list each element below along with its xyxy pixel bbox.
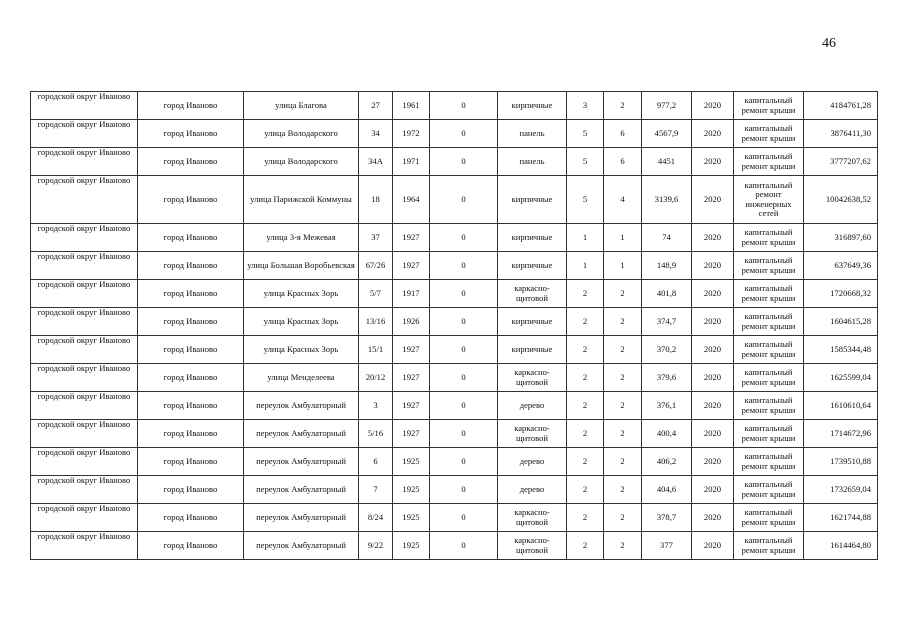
zero-value-cell: 0 (430, 252, 498, 280)
entrances-cell: 1 (604, 224, 642, 252)
zero-value-cell: 0 (430, 336, 498, 364)
zero-value-cell: 0 (430, 148, 498, 176)
plan-year-cell: 2020 (692, 148, 734, 176)
plan-year-cell: 2020 (692, 224, 734, 252)
area-cell: 74 (642, 224, 692, 252)
cost-cell: 1621744,88 (804, 504, 878, 532)
work-type-cell: капитальный ремонт крыши (734, 364, 804, 392)
floors-cell: 5 (567, 120, 604, 148)
entrances-cell: 2 (604, 448, 642, 476)
work-type-cell: капитальный ремонт крыши (734, 420, 804, 448)
city-cell: город Иваново (138, 280, 244, 308)
construction-year-cell: 1972 (393, 120, 430, 148)
street-cell: переулок Амбулаторный (244, 420, 359, 448)
district-cell: городской округ Иваново (31, 308, 138, 336)
cost-cell: 1610610,64 (804, 392, 878, 420)
plan-year-cell: 2020 (692, 176, 734, 224)
entrances-cell: 2 (604, 476, 642, 504)
cost-cell: 3876411,30 (804, 120, 878, 148)
zero-value-cell: 0 (430, 92, 498, 120)
work-type-cell: капитальный ремонт крыши (734, 92, 804, 120)
floors-cell: 2 (567, 280, 604, 308)
entrances-cell: 2 (604, 308, 642, 336)
construction-year-cell: 1927 (393, 392, 430, 420)
work-type-cell: капитальный ремонт инженерных сетей (734, 176, 804, 224)
work-type-cell: капитальный ремонт крыши (734, 336, 804, 364)
cost-cell: 3777207,62 (804, 148, 878, 176)
area-cell: 370,2 (642, 336, 692, 364)
plan-year-cell: 2020 (692, 448, 734, 476)
entrances-cell: 2 (604, 392, 642, 420)
street-cell: переулок Амбулаторный (244, 504, 359, 532)
zero-value-cell: 0 (430, 448, 498, 476)
cost-cell: 316897,60 (804, 224, 878, 252)
house-number-cell: 37 (359, 224, 393, 252)
house-number-cell: 15/1 (359, 336, 393, 364)
work-type-cell: капитальный ремонт крыши (734, 392, 804, 420)
floors-cell: 5 (567, 176, 604, 224)
city-cell: город Иваново (138, 364, 244, 392)
wall-material-cell: кирпичные (498, 336, 567, 364)
house-number-cell: 7 (359, 476, 393, 504)
plan-year-cell: 2020 (692, 476, 734, 504)
construction-year-cell: 1925 (393, 532, 430, 560)
zero-value-cell: 0 (430, 392, 498, 420)
wall-material-cell: панель (498, 120, 567, 148)
wall-material-cell: кирпичные (498, 176, 567, 224)
cost-cell: 1585344,48 (804, 336, 878, 364)
district-cell: городской округ Иваново (31, 120, 138, 148)
wall-material-cell: дерево (498, 476, 567, 504)
area-cell: 406,2 (642, 448, 692, 476)
work-type-cell: капитальный ремонт крыши (734, 532, 804, 560)
street-cell: переулок Амбулаторный (244, 448, 359, 476)
zero-value-cell: 0 (430, 364, 498, 392)
work-type-cell: капитальный ремонт крыши (734, 224, 804, 252)
wall-material-cell: кирпичные (498, 252, 567, 280)
district-cell: городской округ Иваново (31, 392, 138, 420)
city-cell: город Иваново (138, 252, 244, 280)
district-cell: городской округ Иваново (31, 532, 138, 560)
page-number: 46 (822, 36, 836, 51)
entrances-cell: 6 (604, 120, 642, 148)
repair-register-table (30, 91, 878, 560)
entrances-cell: 2 (604, 532, 642, 560)
floors-cell: 2 (567, 336, 604, 364)
wall-material-cell: каркасно-щитовой (498, 532, 567, 560)
city-cell: город Иваново (138, 336, 244, 364)
construction-year-cell: 1927 (393, 336, 430, 364)
city-cell: город Иваново (138, 392, 244, 420)
wall-material-cell: каркасно-щитовой (498, 364, 567, 392)
area-cell: 977,2 (642, 92, 692, 120)
zero-value-cell: 0 (430, 308, 498, 336)
area-cell: 374,7 (642, 308, 692, 336)
cost-cell: 1625599,04 (804, 364, 878, 392)
district-cell: городской округ Иваново (31, 280, 138, 308)
street-cell: улица Красных Зорь (244, 308, 359, 336)
construction-year-cell: 1925 (393, 448, 430, 476)
table-row (31, 504, 878, 532)
wall-material-cell: дерево (498, 448, 567, 476)
house-number-cell: 3 (359, 392, 393, 420)
area-cell: 148,9 (642, 252, 692, 280)
street-cell: улица Красных Зорь (244, 280, 359, 308)
construction-year-cell: 1925 (393, 476, 430, 504)
house-number-cell: 6 (359, 448, 393, 476)
street-cell: улица 3-я Межевая (244, 224, 359, 252)
zero-value-cell: 0 (430, 176, 498, 224)
district-cell: городской округ Иваново (31, 448, 138, 476)
table-row (31, 280, 878, 308)
table-row (31, 532, 878, 560)
table-row (31, 420, 878, 448)
construction-year-cell: 1927 (393, 252, 430, 280)
table-row (31, 92, 878, 120)
cost-cell: 1739510,88 (804, 448, 878, 476)
construction-year-cell: 1927 (393, 224, 430, 252)
floors-cell: 2 (567, 448, 604, 476)
work-type-cell: капитальный ремонт крыши (734, 448, 804, 476)
floors-cell: 2 (567, 532, 604, 560)
floors-cell: 2 (567, 364, 604, 392)
plan-year-cell: 2020 (692, 280, 734, 308)
entrances-cell: 2 (604, 364, 642, 392)
table-row (31, 364, 878, 392)
street-cell: улица Володарского (244, 148, 359, 176)
work-type-cell: капитальный ремонт крыши (734, 280, 804, 308)
table-row (31, 448, 878, 476)
city-cell: город Иваново (138, 504, 244, 532)
plan-year-cell: 2020 (692, 252, 734, 280)
work-type-cell: капитальный ремонт крыши (734, 476, 804, 504)
house-number-cell: 34А (359, 148, 393, 176)
table-row (31, 252, 878, 280)
district-cell: городской округ Иваново (31, 364, 138, 392)
area-cell: 378,7 (642, 504, 692, 532)
district-cell: городской округ Иваново (31, 504, 138, 532)
construction-year-cell: 1927 (393, 420, 430, 448)
table-row (31, 392, 878, 420)
plan-year-cell: 2020 (692, 532, 734, 560)
table-row (31, 148, 878, 176)
floors-cell: 2 (567, 308, 604, 336)
district-cell: городской округ Иваново (31, 336, 138, 364)
district-cell: городской округ Иваново (31, 420, 138, 448)
wall-material-cell: дерево (498, 392, 567, 420)
construction-year-cell: 1927 (393, 364, 430, 392)
street-cell: переулок Амбулаторный (244, 392, 359, 420)
city-cell: город Иваново (138, 176, 244, 224)
house-number-cell: 9/22 (359, 532, 393, 560)
entrances-cell: 2 (604, 504, 642, 532)
cost-cell: 1604615,28 (804, 308, 878, 336)
district-cell: городской округ Иваново (31, 148, 138, 176)
district-cell: городской округ Иваново (31, 92, 138, 120)
house-number-cell: 5/16 (359, 420, 393, 448)
city-cell: город Иваново (138, 476, 244, 504)
city-cell: город Иваново (138, 448, 244, 476)
zero-value-cell: 0 (430, 120, 498, 148)
street-cell: улица Менделеева (244, 364, 359, 392)
house-number-cell: 13/16 (359, 308, 393, 336)
zero-value-cell: 0 (430, 420, 498, 448)
wall-material-cell: кирпичные (498, 224, 567, 252)
house-number-cell: 67/26 (359, 252, 393, 280)
plan-year-cell: 2020 (692, 504, 734, 532)
city-cell: город Иваново (138, 420, 244, 448)
zero-value-cell: 0 (430, 224, 498, 252)
house-number-cell: 20/12 (359, 364, 393, 392)
house-number-cell: 27 (359, 92, 393, 120)
table-row (31, 120, 878, 148)
area-cell: 3139,6 (642, 176, 692, 224)
floors-cell: 2 (567, 420, 604, 448)
district-cell: городской округ Иваново (31, 176, 138, 224)
area-cell: 401,8 (642, 280, 692, 308)
construction-year-cell: 1917 (393, 280, 430, 308)
area-cell: 4451 (642, 148, 692, 176)
construction-year-cell: 1961 (393, 92, 430, 120)
street-cell: улица Володарского (244, 120, 359, 148)
city-cell: город Иваново (138, 532, 244, 560)
entrances-cell: 4 (604, 176, 642, 224)
area-cell: 376,1 (642, 392, 692, 420)
plan-year-cell: 2020 (692, 392, 734, 420)
wall-material-cell: каркасно-щитовой (498, 504, 567, 532)
construction-year-cell: 1926 (393, 308, 430, 336)
plan-year-cell: 2020 (692, 92, 734, 120)
cost-cell: 1732659,04 (804, 476, 878, 504)
area-cell: 377 (642, 532, 692, 560)
city-cell: город Иваново (138, 92, 244, 120)
city-cell: город Иваново (138, 120, 244, 148)
area-cell: 404,6 (642, 476, 692, 504)
street-cell: улица Красных Зорь (244, 336, 359, 364)
work-type-cell: капитальный ремонт крыши (734, 308, 804, 336)
entrances-cell: 1 (604, 252, 642, 280)
city-cell: город Иваново (138, 148, 244, 176)
zero-value-cell: 0 (430, 532, 498, 560)
construction-year-cell: 1925 (393, 504, 430, 532)
zero-value-cell: 0 (430, 280, 498, 308)
floors-cell: 1 (567, 224, 604, 252)
entrances-cell: 2 (604, 280, 642, 308)
plan-year-cell: 2020 (692, 336, 734, 364)
cost-cell: 1720668,32 (804, 280, 878, 308)
plan-year-cell: 2020 (692, 120, 734, 148)
entrances-cell: 2 (604, 336, 642, 364)
floors-cell: 2 (567, 476, 604, 504)
plan-year-cell: 2020 (692, 364, 734, 392)
work-type-cell: капитальный ремонт крыши (734, 148, 804, 176)
table-row (31, 308, 878, 336)
house-number-cell: 34 (359, 120, 393, 148)
wall-material-cell: кирпичные (498, 308, 567, 336)
house-number-cell: 18 (359, 176, 393, 224)
table-row (31, 336, 878, 364)
house-number-cell: 5/7 (359, 280, 393, 308)
table-row (31, 476, 878, 504)
cost-cell: 4184761,28 (804, 92, 878, 120)
construction-year-cell: 1964 (393, 176, 430, 224)
zero-value-cell: 0 (430, 476, 498, 504)
wall-material-cell: каркасно-щитовой (498, 280, 567, 308)
district-cell: городской округ Иваново (31, 252, 138, 280)
floors-cell: 2 (567, 392, 604, 420)
entrances-cell: 6 (604, 148, 642, 176)
floors-cell: 2 (567, 504, 604, 532)
area-cell: 4567,9 (642, 120, 692, 148)
table-row (31, 224, 878, 252)
street-cell: переулок Амбулаторный (244, 476, 359, 504)
table-row (31, 176, 878, 224)
street-cell: улица Благова (244, 92, 359, 120)
plan-year-cell: 2020 (692, 308, 734, 336)
house-number-cell: 8/24 (359, 504, 393, 532)
wall-material-cell: каркасно-щитовой (498, 420, 567, 448)
cost-cell: 637649,36 (804, 252, 878, 280)
entrances-cell: 2 (604, 92, 642, 120)
district-cell: городской округ Иваново (31, 476, 138, 504)
floors-cell: 5 (567, 148, 604, 176)
city-cell: город Иваново (138, 308, 244, 336)
construction-year-cell: 1971 (393, 148, 430, 176)
street-cell: улица Большая Воробьевская (244, 252, 359, 280)
district-cell: городской округ Иваново (31, 224, 138, 252)
work-type-cell: капитальный ремонт крыши (734, 504, 804, 532)
zero-value-cell: 0 (430, 504, 498, 532)
cost-cell: 1614464,80 (804, 532, 878, 560)
floors-cell: 1 (567, 252, 604, 280)
work-type-cell: капитальный ремонт крыши (734, 252, 804, 280)
cost-cell: 10042638,52 (804, 176, 878, 224)
plan-year-cell: 2020 (692, 420, 734, 448)
city-cell: город Иваново (138, 224, 244, 252)
work-type-cell: капитальный ремонт крыши (734, 120, 804, 148)
area-cell: 400,4 (642, 420, 692, 448)
wall-material-cell: панель (498, 148, 567, 176)
street-cell: переулок Амбулаторный (244, 532, 359, 560)
area-cell: 379,6 (642, 364, 692, 392)
floors-cell: 3 (567, 92, 604, 120)
entrances-cell: 2 (604, 420, 642, 448)
street-cell: улица Парижской Коммуны (244, 176, 359, 224)
wall-material-cell: кирпичные (498, 92, 567, 120)
cost-cell: 1714672,96 (804, 420, 878, 448)
